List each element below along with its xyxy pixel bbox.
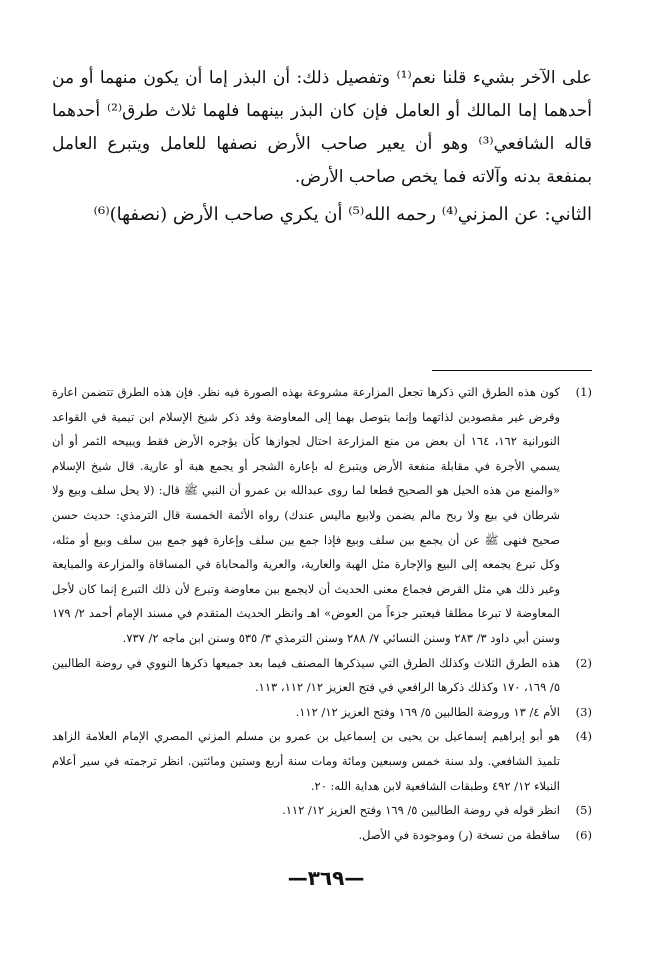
- main-paragraph-1: على الآخر بشيء قلنا نعم⁽¹⁾ وتفصيل ذلك: أن البذر إما أن يكون منهما أو من أحدهما إما المالك أو العامل فإن كان البذر بينهما فلهما ثلاث طرق⁽²⁾ أحدهما قاله الشافعي⁽³⁾ وهو أن يعير صاحب الأرض نصفها للعامل ويتبرع العامل بمنفعة بدنه وآلاته فما يخص صاحب الأرض.: [52, 68, 592, 187]
- footnote-number: (2): [575, 655, 592, 670]
- footnote-number: (6): [575, 827, 592, 842]
- main-text: [52, 62, 592, 231]
- footnote-text: هذه الطرق الثلاث وكذلك الطرق التي سيذكرها المصنف فيما بعد جميعها ذكرها النووي في روضة الطالبين ٥/ ١٦٩، ١٧٠ وكذلك ذكرها الرافعي في فتح العزيز ١٢/ ١١٢، ١١٣.: [52, 655, 560, 695]
- footnote-separator: [432, 370, 592, 371]
- footnote: [52, 651, 592, 700]
- footnote-text: هو أبو إبراهيم إسماعيل بن يحيى بن إسماعيل بن عمرو بن مسلم المزني المصري الإمام العلامة الزاهد تلميذ الشافعي. ولد سنة خمس وسبعين ومائة ومات سنة أربع وستين ومائتين. انظر ترجمته في سير أعلام النبلاء ١٢/ ٤٩٢ وطبقات الشافعية لابن هداية الله: ٢٠.: [52, 729, 560, 793]
- footnote-text: انظر قوله في روضة الطالبين ٥/ ١٦٩ وفتح العزيز ١٢/ ١١٢.: [282, 803, 560, 818]
- footnote: [52, 798, 592, 823]
- footnote-number: (5): [575, 803, 592, 818]
- footnote-text: الأم ٤/ ١٣ وروضة الطالبين ٥/ ١٦٩ وفتح العزيز ١٢/ ١١٢.: [295, 704, 560, 719]
- footnote: [52, 823, 592, 848]
- footnote: [52, 724, 592, 798]
- footnote-number: (3): [575, 704, 592, 719]
- footnote-number: (4): [575, 729, 592, 744]
- footnote: [52, 700, 592, 725]
- footnotes: [52, 380, 592, 847]
- main-paragraph-2: الثاني: عن المزني⁽⁴⁾ رحمه الله⁽⁵⁾ أن يكري صاحب الأرض (نصفها)⁽⁶⁾: [93, 204, 592, 225]
- footnote-text: كون هذه الطرق التي ذكرها تجعل المزارعة مشروعة بهذه الصورة فيه نظر. فإن هذه الطرق تتضمن اعارة وقرض غير مقصودين لذاتهما وإنما يتوصل بهما إلى المعاوضة وقد ذكر شيخ الإسلام ابن تيمية في القواعد النورانية ١٦٢، ١٦٤ أن بعض من منع المزارعة احتال لجوازها كأن يؤجره الأرض فقط ويبيحه الثمر أو أن يسمي الأجرة في مقابلة منفعة الأرض ويتبرع له بإعارة الشجر أو يجمع هبة أو عارية. قال شيخ الإسلام «والمنع من هذه الحيل هو الصحيح قطعا لما روى عبدالله بن عمرو أن النبي ﷺ قال: (لا يحل سلف وبيع ولا شرطان في بيع ولا ربح مالم يضمن ولابيع ماليس عندك) رواه الأئمة الخمسة قال الترمذي: حديث حسن صحيح فنهى ﷺ عن أن يجمع بين سلف وبيع فإذا جمع بين سلف وإعارة فهو جمع بين سلف وبيع أو مثله، وكل تبرع يجمعه إلى البيع والإجارة مثل الهبة والعارية، والعرية والمحاباة في المساقاة والمزارعة والمبايعة وغير ذلك هي مثل القرض فجماع معنى الحديث أن لايجمع بين معاوضة وتبرع لأن ذلك التبرع إنما كان لأجل المعاوضة لا تبرعا مطلقا فيعتبر جزءاً من العوض» اهـ وانظر الحديث المتقدم في مسند الإمام أحمد ٢/ ١٧٩ وسنن أبي داود ٣/ ٢٨٣ وسنن النسائي ٧/ ٢٨٨ وسنن الترمذي ٣/ ٥٣٥ وسنن ابن ماجه ٢/ ٧٣٧.: [52, 385, 560, 645]
- footnote-text: ساقطة من نسخة (ر) وموجودة في الأصل.: [358, 827, 560, 842]
- footnote: [52, 380, 592, 651]
- footnote-number: (1): [575, 385, 592, 399]
- page-number: —٣٦٩—: [287, 866, 365, 890]
